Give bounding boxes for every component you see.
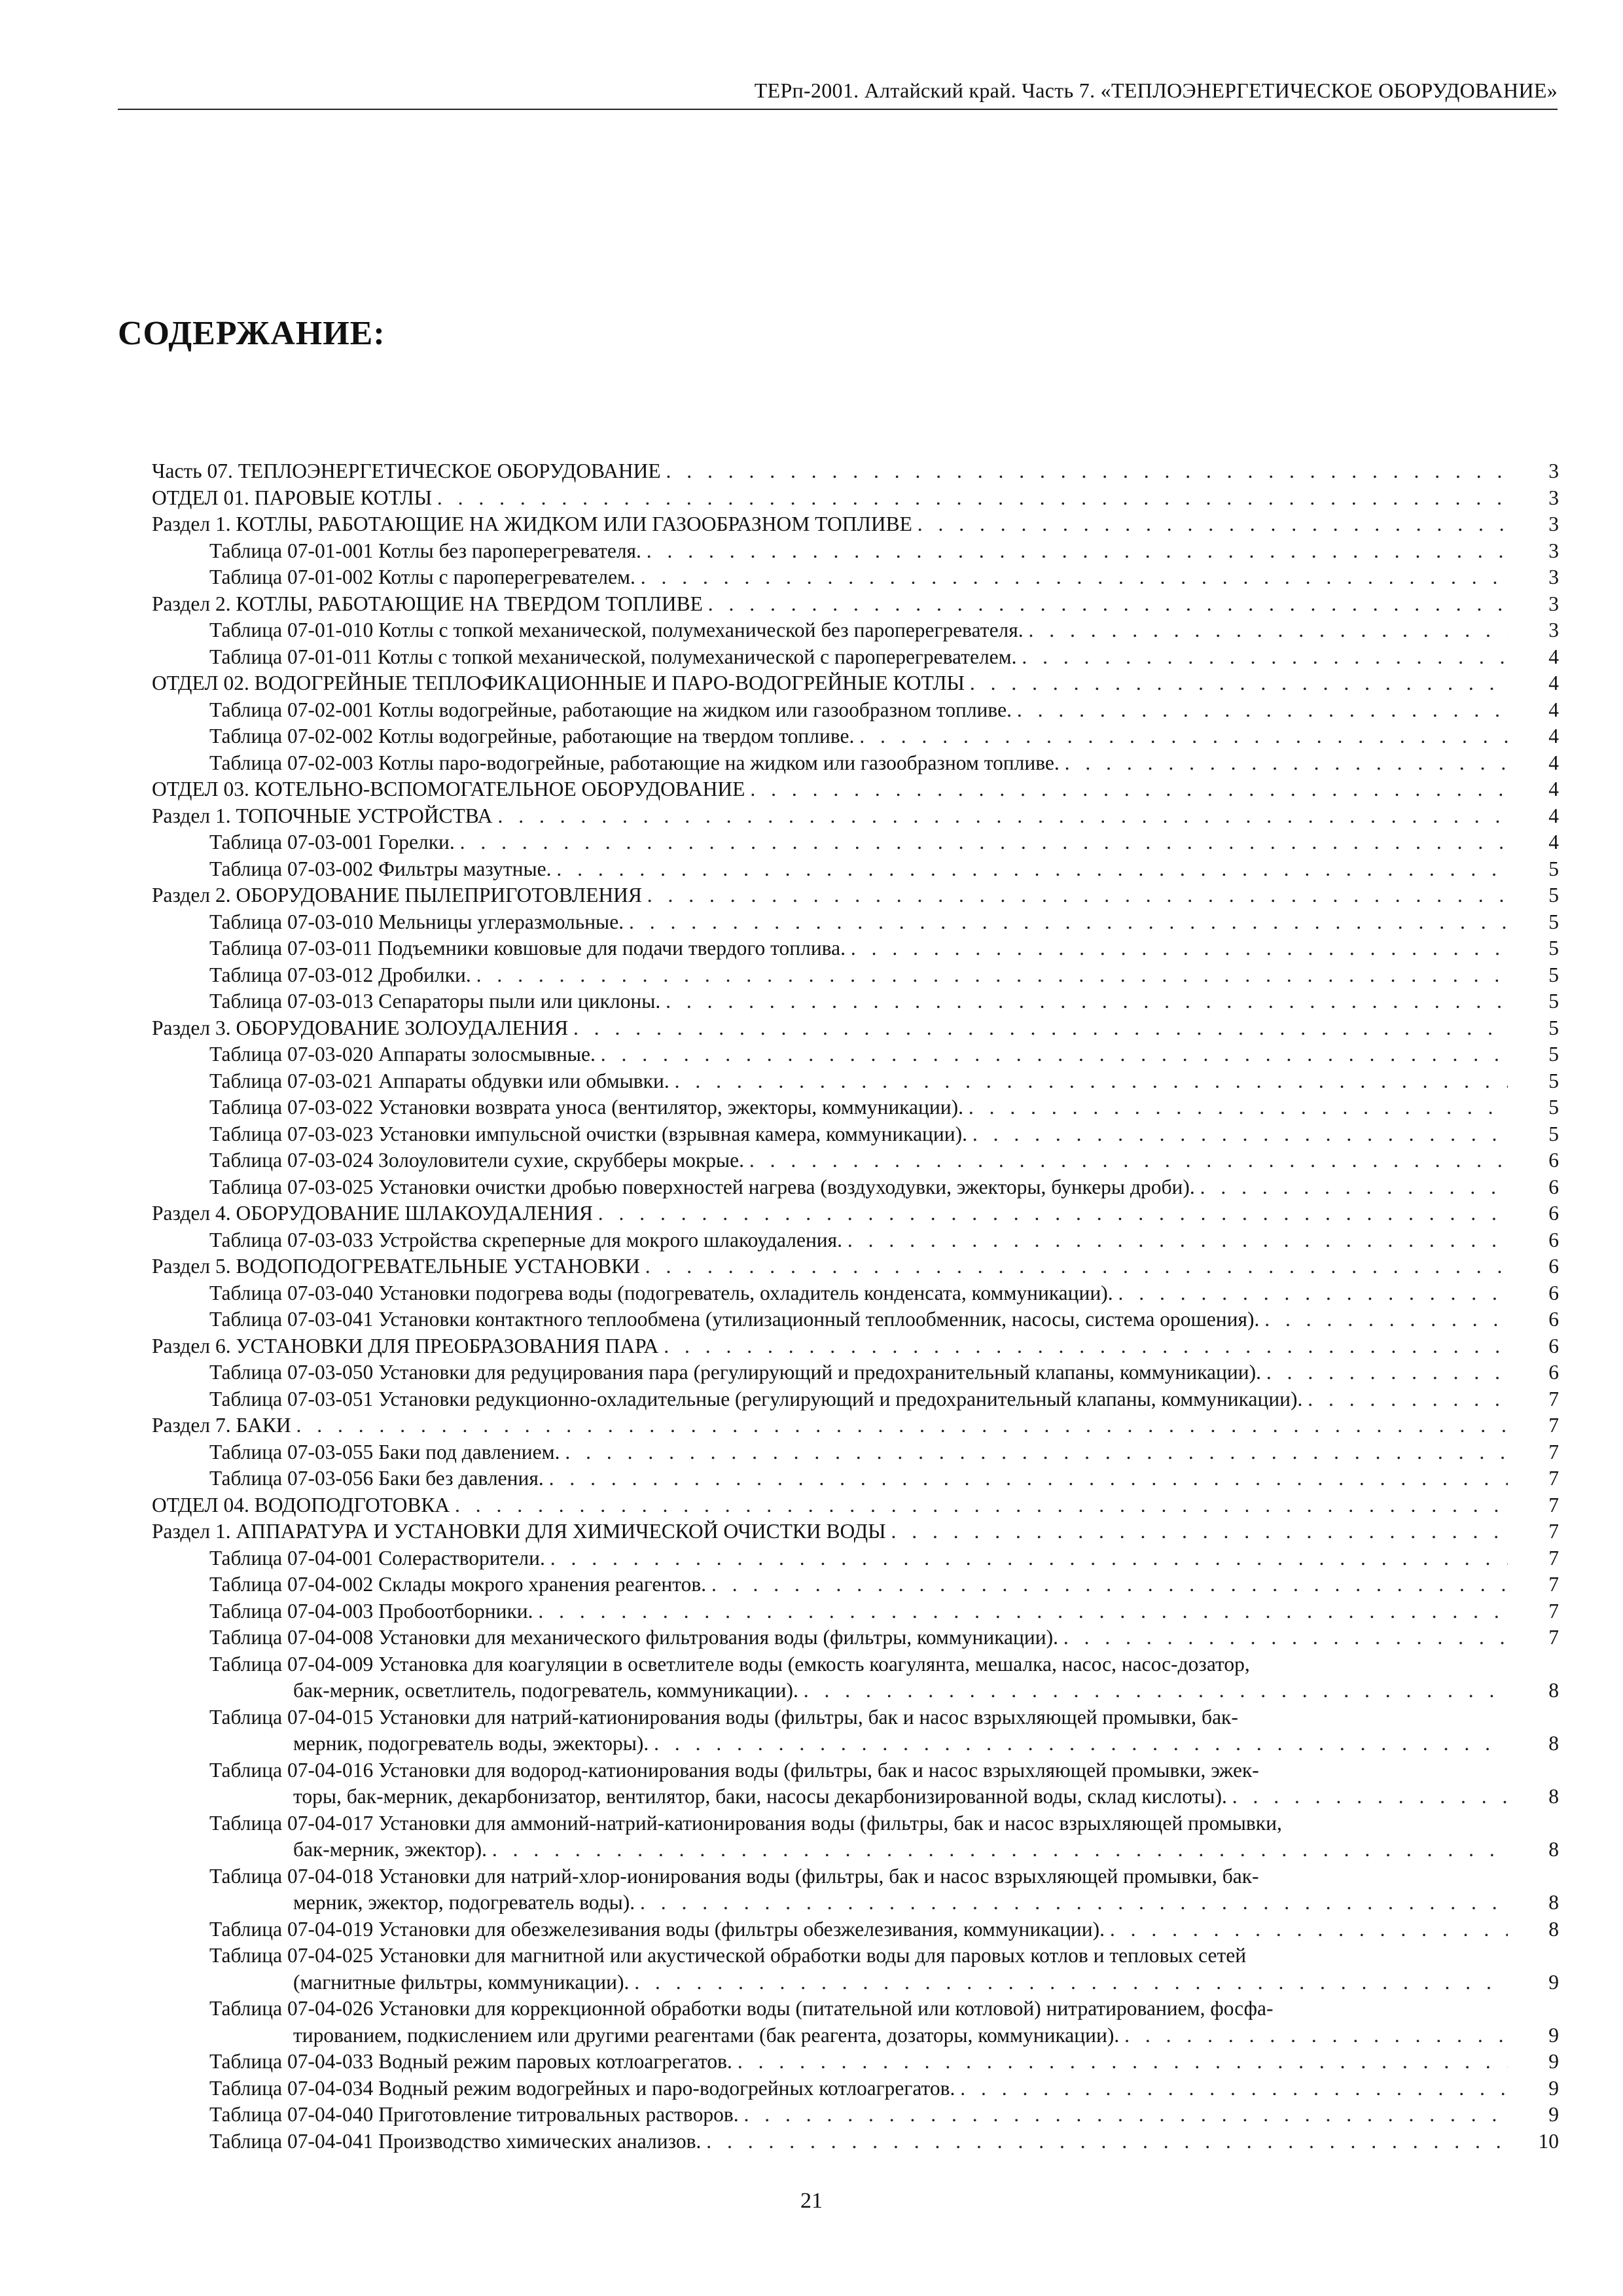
toc-entry[interactable] [152, 1227, 1559, 1254]
toc-entry-text: Таблица 07-02-003 Котлы паро-водогрейные, работающие на жидком или газообразном топливе. [209, 751, 1065, 774]
toc-page-number: 5 [1508, 909, 1559, 936]
toc-entry-text: Таблица 07-03-056 Баки без давления. [209, 1467, 549, 1490]
toc-page-number: 5 [1508, 882, 1559, 909]
toc-entry[interactable] [152, 1147, 1559, 1174]
toc-page-number: 9 [1508, 2049, 1559, 2075]
dot-leader [1110, 1916, 1559, 1943]
toc-entry-text: Таблица 07-02-002 Котлы водогрейные, работающие на твердом топливе. [209, 725, 860, 747]
toc-entry[interactable] [152, 1068, 1559, 1095]
toc-entry[interactable] [152, 1359, 1559, 1386]
toc-entry-text: Таблица 07-04-019 Установки для обезжелезивания воды (фильтры обезжелезивания, коммуникации). [209, 1917, 1110, 1941]
toc-entry-text: Таблица 07-03-024 Золоуловители сухие, скрубберы мокрые. [209, 1149, 749, 1172]
toc-entry[interactable] [152, 1492, 1559, 1519]
toc-entry-text: Таблица 07-03-023 Установки импульсной очистки (взрывная камера, коммуникации). [209, 1122, 972, 1145]
toc-entry-text: Таблица 07-03-001 Горелки. [209, 831, 460, 853]
toc-entry[interactable] [152, 1598, 1559, 1625]
toc-page-number: 6 [1508, 1227, 1559, 1254]
toc-entry[interactable] [152, 1545, 1559, 1572]
toc-entry[interactable] [152, 1704, 1559, 1757]
toc-page-number: 3 [1508, 591, 1559, 618]
toc-entry-text: Таблица 07-03-010 Мельницы углеразмольные. [209, 910, 629, 933]
toc-entry[interactable] [152, 1651, 1559, 1704]
dot-leader [1118, 1280, 1559, 1307]
dot-leader [1063, 1624, 1559, 1651]
toc-entry[interactable] [152, 1943, 1559, 1996]
toc-entry-text: ОТДЕЛ 04. ВОДОПОДГОТОВКА [152, 1493, 455, 1516]
toc-entry[interactable] [152, 2049, 1559, 2075]
toc-page-number: 3 [1508, 485, 1559, 512]
toc-entry-text: ОТДЕЛ 03. КОТЕЛЬНО-ВСПОМОГАТЕЛЬНОЕ ОБОРУДОВАНИЕ [152, 778, 751, 800]
dot-leader [647, 882, 1559, 909]
toc-page-number: 9 [1508, 2075, 1559, 2102]
dot-leader [647, 538, 1559, 565]
toc-entry-continuation: (магнитные фильтры, коммуникации). [293, 1970, 635, 1994]
dot-leader [666, 988, 1559, 1015]
dot-leader [666, 458, 1559, 485]
dot-leader [918, 511, 1559, 538]
toc-entry-text: Таблица 07-03-013 Сепараторы пыли или циклоны. [209, 990, 666, 1013]
toc-entry-text: Раздел 1. АППАРАТУРА И УСТАНОВКИ ДЛЯ ХИМИЧЕСКОЙ ОЧИСТКИ ВОДЫ [152, 1520, 891, 1543]
dot-leader [549, 1465, 1559, 1492]
dot-leader [640, 1890, 1507, 1916]
toc-page-number: 7 [1508, 1465, 1559, 1492]
dot-leader [1124, 2022, 1507, 2049]
dot-leader [711, 1571, 1559, 1598]
dot-leader [749, 1147, 1559, 1174]
toc-page-number: 4 [1508, 750, 1559, 777]
toc-page-number: 3 [1508, 564, 1559, 591]
toc-entry-text: Таблица 07-03-011 Подъемники ковшовые для подачи твердого топлива. [209, 937, 851, 960]
dot-leader [645, 1253, 1559, 1280]
toc-entry-text: Таблица 07-01-001 Котлы без пароперегревателя. [209, 539, 647, 562]
dot-leader [706, 2128, 1559, 2155]
dot-leader [601, 1041, 1559, 1068]
toc-entry[interactable] [152, 511, 1559, 538]
toc-entry-text: Таблица 07-04-008 Установки для механического фильтрования воды (фильтры, коммуникации). [209, 1626, 1063, 1649]
toc-entry-text: Таблица 07-04-025 Установки для магнитной или акустической обработки воды для паровых котлов и тепловых сетей [209, 1944, 1247, 1967]
toc-entry[interactable] [152, 1280, 1559, 1307]
toc-entry-text: Таблица 07-04-018 Установки для натрий-хлор-ионирования воды (фильтры, бак и насос взрыхляющей промывки, бак- [209, 1864, 1259, 1888]
toc-entry[interactable] [152, 1386, 1559, 1413]
dot-leader [476, 962, 1559, 989]
toc-entry-text: Раздел 2. ОБОРУДОВАНИЕ ПЫЛЕПРИГОТОВЛЕНИЯ [152, 884, 647, 906]
toc-entry[interactable] [152, 829, 1559, 856]
toc-entry-continuation: бак-мерник, осветлитель, подогреватель, коммуникации). [293, 1679, 804, 1702]
dot-leader [492, 1837, 1507, 1863]
toc-page-number: 9 [1508, 1969, 1559, 1996]
toc-entry-text: Таблица 07-03-002 Фильтры мазутные. [209, 857, 557, 880]
toc-entry-text: Раздел 1. КОТЛЫ, РАБОТАЮЩИЕ НА ЖИДКОМ ИЛИ ГАЗООБРАЗНОМ ТОПЛИВЕ [152, 512, 918, 535]
toc-entry-text: Таблица 07-01-002 Котлы с пароперегревателем. [209, 565, 641, 588]
dot-leader [573, 1015, 1559, 1042]
toc-entry[interactable] [152, 723, 1559, 750]
toc-entry[interactable] [152, 1306, 1559, 1333]
toc-page-number: 4 [1508, 776, 1559, 803]
table-of-contents [152, 458, 1559, 2155]
toc-entry-continuation: тированием, подкислением или другими реагентами (бак реагента, дозаторы, коммуникации). [293, 2023, 1125, 2047]
dot-leader [550, 1545, 1559, 1572]
toc-entry[interactable] [152, 1015, 1559, 1042]
toc-entry[interactable] [152, 935, 1559, 962]
dot-leader [847, 1227, 1559, 1254]
dot-leader [556, 856, 1559, 883]
toc-page-number: 7 [1508, 1412, 1559, 1439]
toc-entry[interactable] [152, 1916, 1559, 1943]
toc-page-number: 5 [1508, 962, 1559, 989]
toc-page-number: 4 [1508, 644, 1559, 671]
toc-entry-text: Таблица 07-03-040 Установки подогрева воды (подогреватель, охладитель конденсата, коммуникации). [209, 1281, 1118, 1304]
toc-entry-text: Раздел 2. КОТЛЫ, РАБОТАЮЩИЕ НА ТВЕРДОМ ТОПЛИВЕ [152, 592, 708, 615]
toc-entry-text: Таблица 07-04-041 Производство химических анализов. [209, 2129, 707, 2153]
toc-page-number: 3 [1508, 617, 1559, 644]
toc-entry[interactable] [152, 670, 1559, 697]
toc-entry[interactable] [152, 2128, 1559, 2155]
toc-entry[interactable] [152, 1412, 1559, 1439]
toc-entry[interactable] [152, 1571, 1559, 1598]
toc-page-number: 5 [1508, 1015, 1559, 1042]
toc-entry[interactable] [152, 1996, 1559, 2049]
toc-entry-text: Таблица 07-03-050 Установки для редуцирования пара (регулирующий и предохранительный клапаны, коммуникации). [209, 1361, 1266, 1384]
toc-entry[interactable] [152, 1174, 1559, 1201]
toc-entry-text: Таблица 07-03-051 Установки редукционно-охладительные (регулирующий и предохранительный клапаны, коммуникации). [209, 1387, 1308, 1410]
toc-entry-continuation: мерник, эжектор, подогреватель воды). [293, 1891, 640, 1914]
toc-entry-text: Раздел 5. ВОДОПОДОГРЕВАТЕЛЬНЫЕ УСТАНОВКИ [152, 1255, 645, 1278]
toc-page-number: 8 [1508, 1731, 1559, 1757]
dot-leader [1232, 1784, 1507, 1810]
toc-page-number: 6 [1508, 1333, 1559, 1360]
toc-entry-text: Таблица 07-03-012 Дробилки. [209, 963, 476, 986]
dot-leader [851, 935, 1559, 962]
toc-page-number: 6 [1508, 1200, 1559, 1227]
toc-entry-text: Таблица 07-04-001 Солерастворители. [209, 1546, 550, 1570]
dot-leader [804, 1677, 1507, 1704]
toc-page-number: 10 [1508, 2128, 1559, 2155]
toc-page-number: 6 [1508, 1174, 1559, 1201]
toc-page-number: 5 [1508, 1121, 1559, 1148]
toc-entry-continuation: бак-мерник, эжектор). [293, 1838, 492, 1861]
dot-leader [960, 2075, 1559, 2102]
dot-leader [654, 1731, 1507, 1757]
toc-page-number: 7 [1508, 1386, 1559, 1413]
toc-entry-text: Таблица 07-03-022 Установки возврата уноса (вентилятор, эжекторы, коммуникации). [209, 1096, 969, 1119]
toc-page-number: 9 [1508, 2022, 1559, 2049]
toc-page-number: 7 [1508, 1545, 1559, 1572]
toc-entry[interactable] [152, 750, 1559, 777]
toc-entry-text: Таблица 07-04-009 Установка для коагуляции в осветлителе воды (емкость коагулянта, мешалка, насос, насос-дозатор, [209, 1652, 1250, 1676]
toc-entry[interactable] [152, 1200, 1559, 1227]
toc-page-number: 4 [1508, 803, 1559, 830]
dot-leader [750, 776, 1559, 803]
toc-entry-text: Таблица 07-04-002 Склады мокрого хранения реагентов. [209, 1573, 711, 1596]
toc-entry[interactable] [152, 1094, 1559, 1121]
toc-page-number: 5 [1508, 1094, 1559, 1121]
toc-entry[interactable] [152, 1439, 1559, 1466]
toc-entry[interactable] [152, 1041, 1559, 1068]
toc-page-number: 7 [1508, 1492, 1559, 1519]
page-number: 21 [800, 2189, 823, 2213]
toc-page-number: 4 [1508, 723, 1559, 750]
toc-page-number: 6 [1508, 1253, 1559, 1280]
toc-entry-text: Раздел 6. УСТАНОВКИ ДЛЯ ПРЕОБРАЗОВАНИЯ ПАРА [152, 1334, 664, 1357]
toc-entry-text: Таблица 07-04-016 Установки для водород-катионирования воды (фильтры, бак и насос взрыхляющей промывки, эжек- [209, 1758, 1259, 1782]
toc-entry-text: Таблица 07-03-021 Аппараты обдувки или обмывки. [209, 1069, 675, 1092]
toc-entry-text: Раздел 3. ОБОРУДОВАНИЕ ЗОЛОУДАЛЕНИЯ [152, 1016, 573, 1039]
toc-entry[interactable] [152, 1757, 1559, 1810]
toc-entry[interactable] [152, 564, 1559, 591]
toc-page-number: 6 [1508, 1147, 1559, 1174]
toc-page-number: 8 [1508, 1784, 1559, 1810]
dot-leader [969, 1094, 1559, 1121]
dot-leader [1200, 1174, 1559, 1201]
toc-page-number: 5 [1508, 988, 1559, 1015]
toc-page-number: 4 [1508, 670, 1559, 697]
toc-entry[interactable] [152, 1253, 1559, 1280]
toc-page-number: 6 [1508, 1359, 1559, 1386]
toc-entry-text: Таблица 07-04-033 Водный режим паровых котлоагрегатов. [209, 2050, 738, 2073]
toc-entry[interactable] [152, 1333, 1559, 1360]
toc-entry-text: Таблица 07-04-040 Приготовление титровальных растворов. [209, 2103, 744, 2126]
toc-entry[interactable] [152, 962, 1559, 989]
dot-leader [565, 1439, 1559, 1466]
toc-page-number: 4 [1508, 697, 1559, 724]
toc-entry[interactable] [152, 2102, 1559, 2128]
dot-leader [972, 1121, 1559, 1148]
toc-entry-text: ОТДЕЛ 01. ПАРОВЫЕ КОТЛЫ [152, 486, 437, 509]
toc-page-number: 7 [1508, 1571, 1559, 1598]
dot-leader [1022, 644, 1559, 671]
toc-page-number: 3 [1508, 458, 1559, 485]
toc-entry[interactable] [152, 2075, 1559, 2102]
toc-entry[interactable] [152, 644, 1559, 671]
toc-entry[interactable] [152, 1518, 1559, 1545]
toc-entry-text: Таблица 07-04-026 Установки для коррекционной обработки воды (питательной или котловой) нитратированием, фосфа- [209, 1997, 1274, 2020]
toc-entry-text: Раздел 4. ОБОРУДОВАНИЕ ШЛАКОУДАЛЕНИЯ [152, 1202, 598, 1225]
toc-entry-text: Таблица 07-01-010 Котлы с топкой механической, полумеханической без пароперегревателя. [209, 619, 1029, 641]
toc-entry-text: Таблица 07-03-020 Аппараты золосмывные. [209, 1043, 601, 1066]
toc-entry-text: Таблица 07-03-025 Установки очистки дробью поверхностей нагрева (воздуходувки, эжекторы, бункеры дроби). [209, 1175, 1200, 1198]
toc-entry[interactable] [152, 591, 1559, 618]
toc-entry-text: Таблица 07-04-003 Пробоотборники. [209, 1599, 539, 1623]
toc-entry-continuation: мерник, подогреватель воды, эжекторы). [293, 1732, 654, 1755]
dot-leader [460, 829, 1559, 856]
page-title: СОДЕРЖАНИЕ: [118, 315, 385, 352]
dot-leader [455, 1492, 1559, 1519]
toc-entry-text: Раздел 7. БАКИ [152, 1414, 296, 1437]
dot-leader [634, 1969, 1507, 1996]
dot-leader [1029, 617, 1559, 644]
toc-entry-continuation: торы, бак-мерник, декарбонизатор, вентилятор, баки, насосы декарбонизированной воды, склад кислоты). [293, 1785, 1232, 1808]
toc-entry[interactable] [152, 856, 1559, 883]
toc-entry-text: Часть 07. ТЕПЛОЭНЕРГЕТИЧЕСКОЕ ОБОРУДОВАНИЕ [152, 459, 666, 482]
toc-page-number: 7 [1508, 1439, 1559, 1466]
toc-entry[interactable] [152, 1465, 1559, 1492]
dot-leader [738, 2049, 1559, 2075]
toc-page-number: 5 [1508, 935, 1559, 962]
toc-entry-text: Таблица 07-04-015 Установки для натрий-катионирования воды (фильтры, бак и насос взрыхляющей промывки, бак- [209, 1705, 1238, 1729]
toc-page-number: 7 [1508, 1624, 1559, 1651]
dot-leader [437, 485, 1559, 512]
toc-page-number: 6 [1508, 1280, 1559, 1307]
toc-page-number: 4 [1508, 829, 1559, 856]
toc-entry-text: Раздел 1. ТОПОЧНЫЕ УСТРОЙСТВА [152, 804, 498, 827]
toc-entry[interactable] [152, 617, 1559, 644]
running-header: ТЕРп-2001. Алтайский край. Часть 7. «ТЕПЛОЭНЕРГЕТИЧЕСКОЕ ОБОРУДОВАНИЕ» [118, 72, 1558, 110]
toc-entry[interactable] [152, 988, 1559, 1015]
toc-page-number: 8 [1508, 1677, 1559, 1704]
toc-entry-text: Таблица 07-03-055 Баки под давлением. [209, 1440, 565, 1463]
dot-leader [296, 1412, 1559, 1439]
toc-entry[interactable] [152, 909, 1559, 936]
toc-entry-text: ОТДЕЛ 02. ВОДОГРЕЙНЫЕ ТЕПЛОФИКАЦИОННЫЕ И ПАРО-ВОДОГРЕЙНЫЕ КОТЛЫ [152, 672, 970, 694]
dot-leader [641, 564, 1559, 591]
toc-entry[interactable] [152, 1863, 1559, 1916]
toc-page-number: 8 [1508, 1916, 1559, 1943]
toc-page-number: 3 [1508, 538, 1559, 565]
toc-entry-text: Таблица 07-02-001 Котлы водогрейные, работающие на жидком или газообразном топливе. [209, 698, 1017, 721]
dot-leader [538, 1598, 1559, 1625]
dot-leader [664, 1333, 1559, 1360]
toc-page-number: 8 [1508, 1837, 1559, 1863]
toc-entry-text: Таблица 07-04-034 Водный режим водогрейных и паро-водогрейных котлоагрегатов. [209, 2076, 961, 2100]
toc-page-number: 8 [1508, 1890, 1559, 1916]
dot-leader [743, 2102, 1559, 2128]
dot-leader [859, 723, 1559, 750]
toc-entry[interactable] [152, 538, 1559, 565]
toc-entry-text: Таблица 07-04-017 Установки для аммоний-натрий-катионирования воды (фильтры, бак и насос взрыхляющей промывки, [209, 1811, 1282, 1835]
dot-leader [708, 591, 1559, 618]
toc-page-number: 3 [1508, 511, 1559, 538]
toc-page-number: 7 [1508, 1598, 1559, 1625]
toc-entry[interactable] [152, 697, 1559, 724]
toc-page-number: 5 [1508, 1041, 1559, 1068]
toc-entry[interactable] [152, 803, 1559, 830]
toc-page-number: 9 [1508, 2102, 1559, 2128]
toc-entry-text: Таблица 07-03-041 Установки контактного теплообмена (утилизационный теплообменник, насосы, система орошения). [209, 1308, 1265, 1331]
dot-leader [598, 1200, 1559, 1227]
toc-page-number: 5 [1508, 1068, 1559, 1095]
dot-leader [629, 909, 1559, 936]
toc-entry[interactable] [152, 485, 1559, 512]
toc-entry[interactable] [152, 776, 1559, 803]
dot-leader [970, 670, 1559, 697]
toc-page-number: 5 [1508, 856, 1559, 883]
toc-entry[interactable] [152, 1624, 1559, 1651]
dot-leader [497, 803, 1559, 830]
dot-leader [891, 1518, 1560, 1545]
dot-leader [1065, 750, 1559, 777]
dot-leader [675, 1068, 1559, 1095]
toc-entry-text: Таблица 07-01-011 Котлы с топкой механической, полумеханической с пароперегревателем. [209, 645, 1022, 668]
toc-entry[interactable] [152, 458, 1559, 485]
toc-entry[interactable] [152, 882, 1559, 909]
toc-entry[interactable] [152, 1121, 1559, 1148]
toc-entry[interactable] [152, 1810, 1559, 1863]
toc-page-number: 7 [1508, 1518, 1559, 1545]
toc-page-number: 6 [1508, 1306, 1559, 1333]
toc-entry-text: Таблица 07-03-033 Устройства скреперные для мокрого шлакоудаления. [209, 1228, 847, 1251]
dot-leader [1017, 697, 1559, 724]
